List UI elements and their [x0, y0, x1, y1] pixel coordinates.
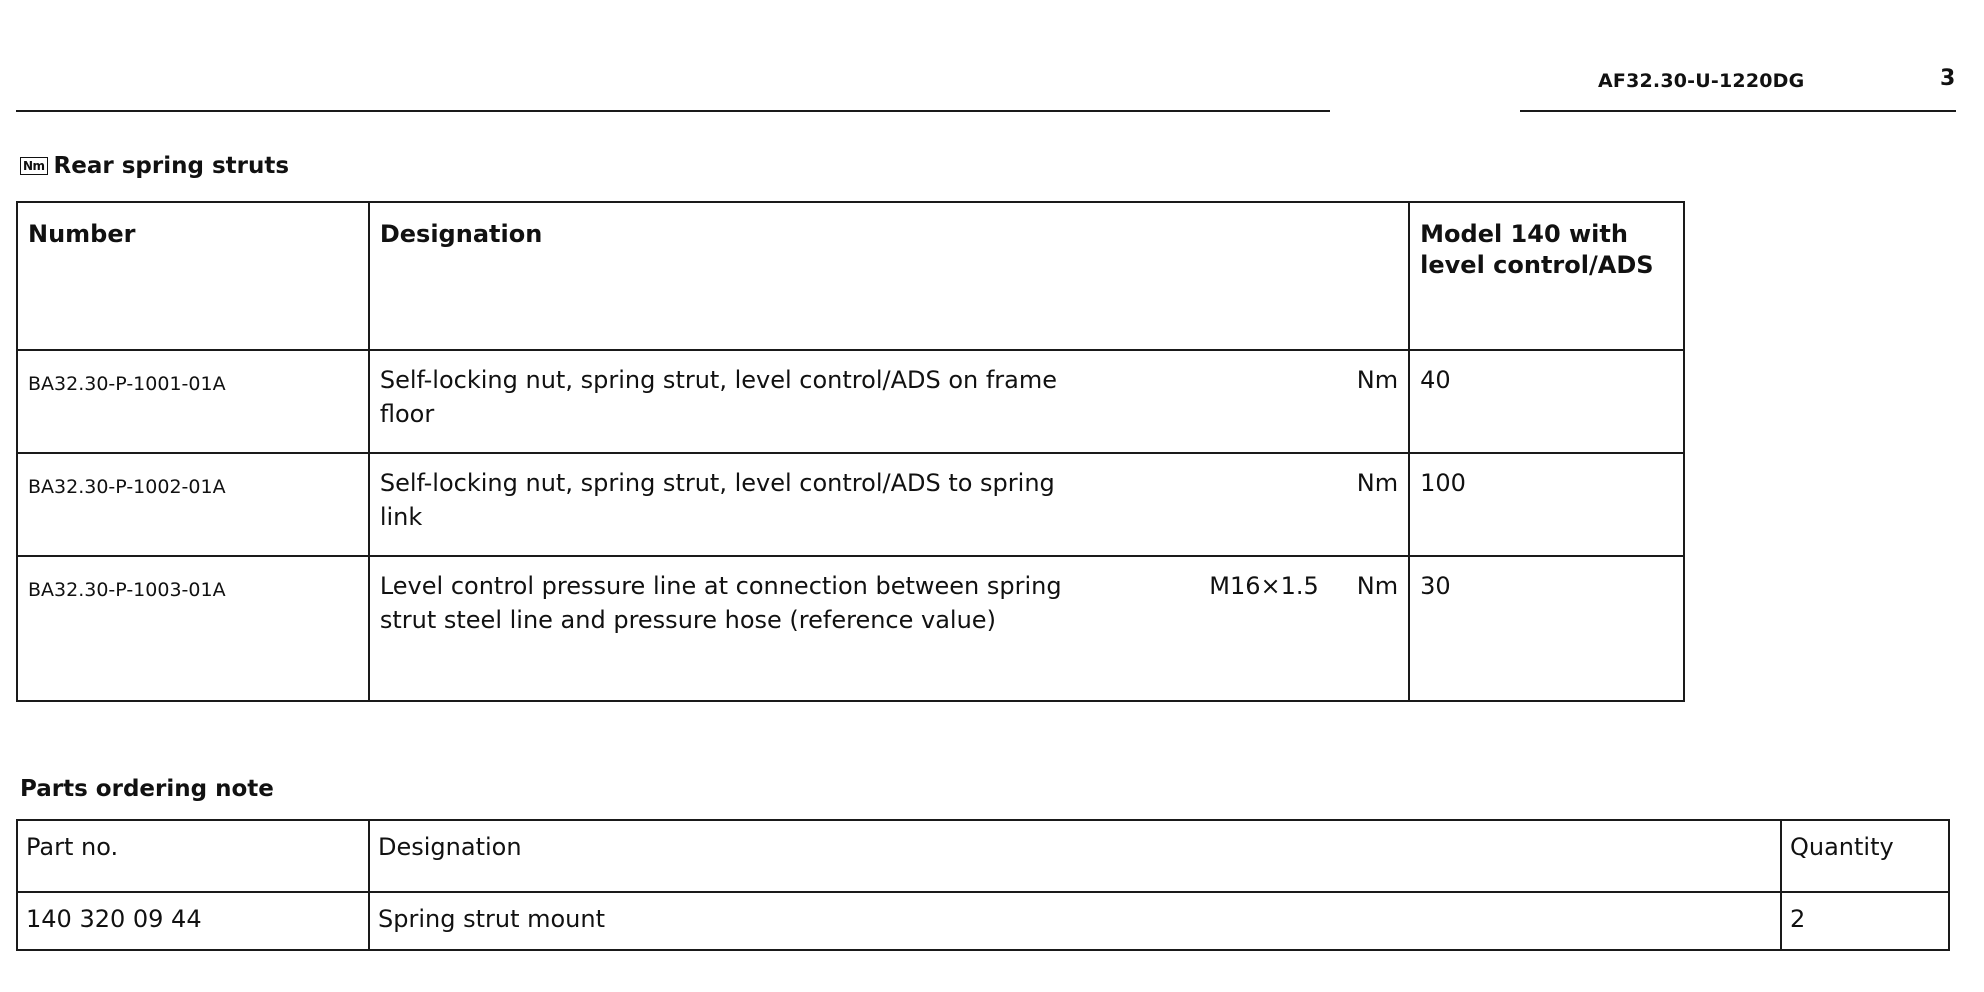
row-part-no: 140 320 09 44 — [17, 892, 369, 950]
row-designation: Self-locking nut, spring strut, level control/ADS to spring link — [379, 469, 1055, 531]
column-header-number: Number — [17, 202, 369, 350]
parts-section-heading — [20, 776, 274, 802]
row-unit: Nm — [1356, 366, 1399, 394]
table-row — [17, 556, 1684, 701]
column-header-model: Model 140 with level control/ADS — [1409, 202, 1684, 350]
table-row — [17, 892, 1949, 950]
row-designation-cell — [369, 556, 1409, 701]
row-designation: Level control pressure line at connection between spring strut steel line and pressure hose (reference value) — [379, 572, 1062, 634]
column-header-part-no: Part no. — [17, 820, 369, 892]
column-header-quantity: Quantity — [1781, 820, 1949, 892]
row-number: BA32.30-P-1002-01A — [17, 453, 369, 556]
table-row — [17, 350, 1684, 453]
row-quantity: 2 — [1781, 892, 1949, 950]
header-rule-right — [1520, 110, 1956, 112]
table-header-row — [17, 202, 1684, 350]
section-title: Parts ordering note — [20, 776, 274, 802]
row-unit: Nm — [1356, 572, 1399, 600]
column-header-designation: Designation — [369, 820, 1781, 892]
document-id: AF32.30-U-1220DG — [1598, 70, 1805, 92]
torque-section-heading — [20, 153, 289, 179]
row-value: 100 — [1409, 453, 1684, 556]
row-unit: Nm — [1356, 469, 1399, 497]
torque-table — [16, 201, 1685, 702]
table-header-row — [17, 820, 1949, 892]
row-value: 40 — [1409, 350, 1684, 453]
row-number: BA32.30-P-1003-01A — [17, 556, 369, 701]
row-thread: M16×1.5 — [1209, 572, 1319, 600]
nm-torque-icon: Nm — [20, 157, 48, 175]
column-header-designation: Designation — [369, 202, 1409, 350]
parts-table — [16, 819, 1950, 951]
row-number: BA32.30-P-1001-01A — [17, 350, 369, 453]
row-designation: Self-locking nut, spring strut, level control/ADS on frame floor — [379, 366, 1058, 428]
row-designation-cell — [369, 453, 1409, 556]
table-row — [17, 453, 1684, 556]
row-designation: Spring strut mount — [369, 892, 1781, 950]
section-title: Rear spring struts — [53, 153, 290, 179]
row-value: 30 — [1409, 556, 1684, 701]
header-rule-left — [16, 110, 1330, 112]
row-designation-cell — [369, 350, 1409, 453]
page-number: 3 — [1940, 66, 1956, 91]
